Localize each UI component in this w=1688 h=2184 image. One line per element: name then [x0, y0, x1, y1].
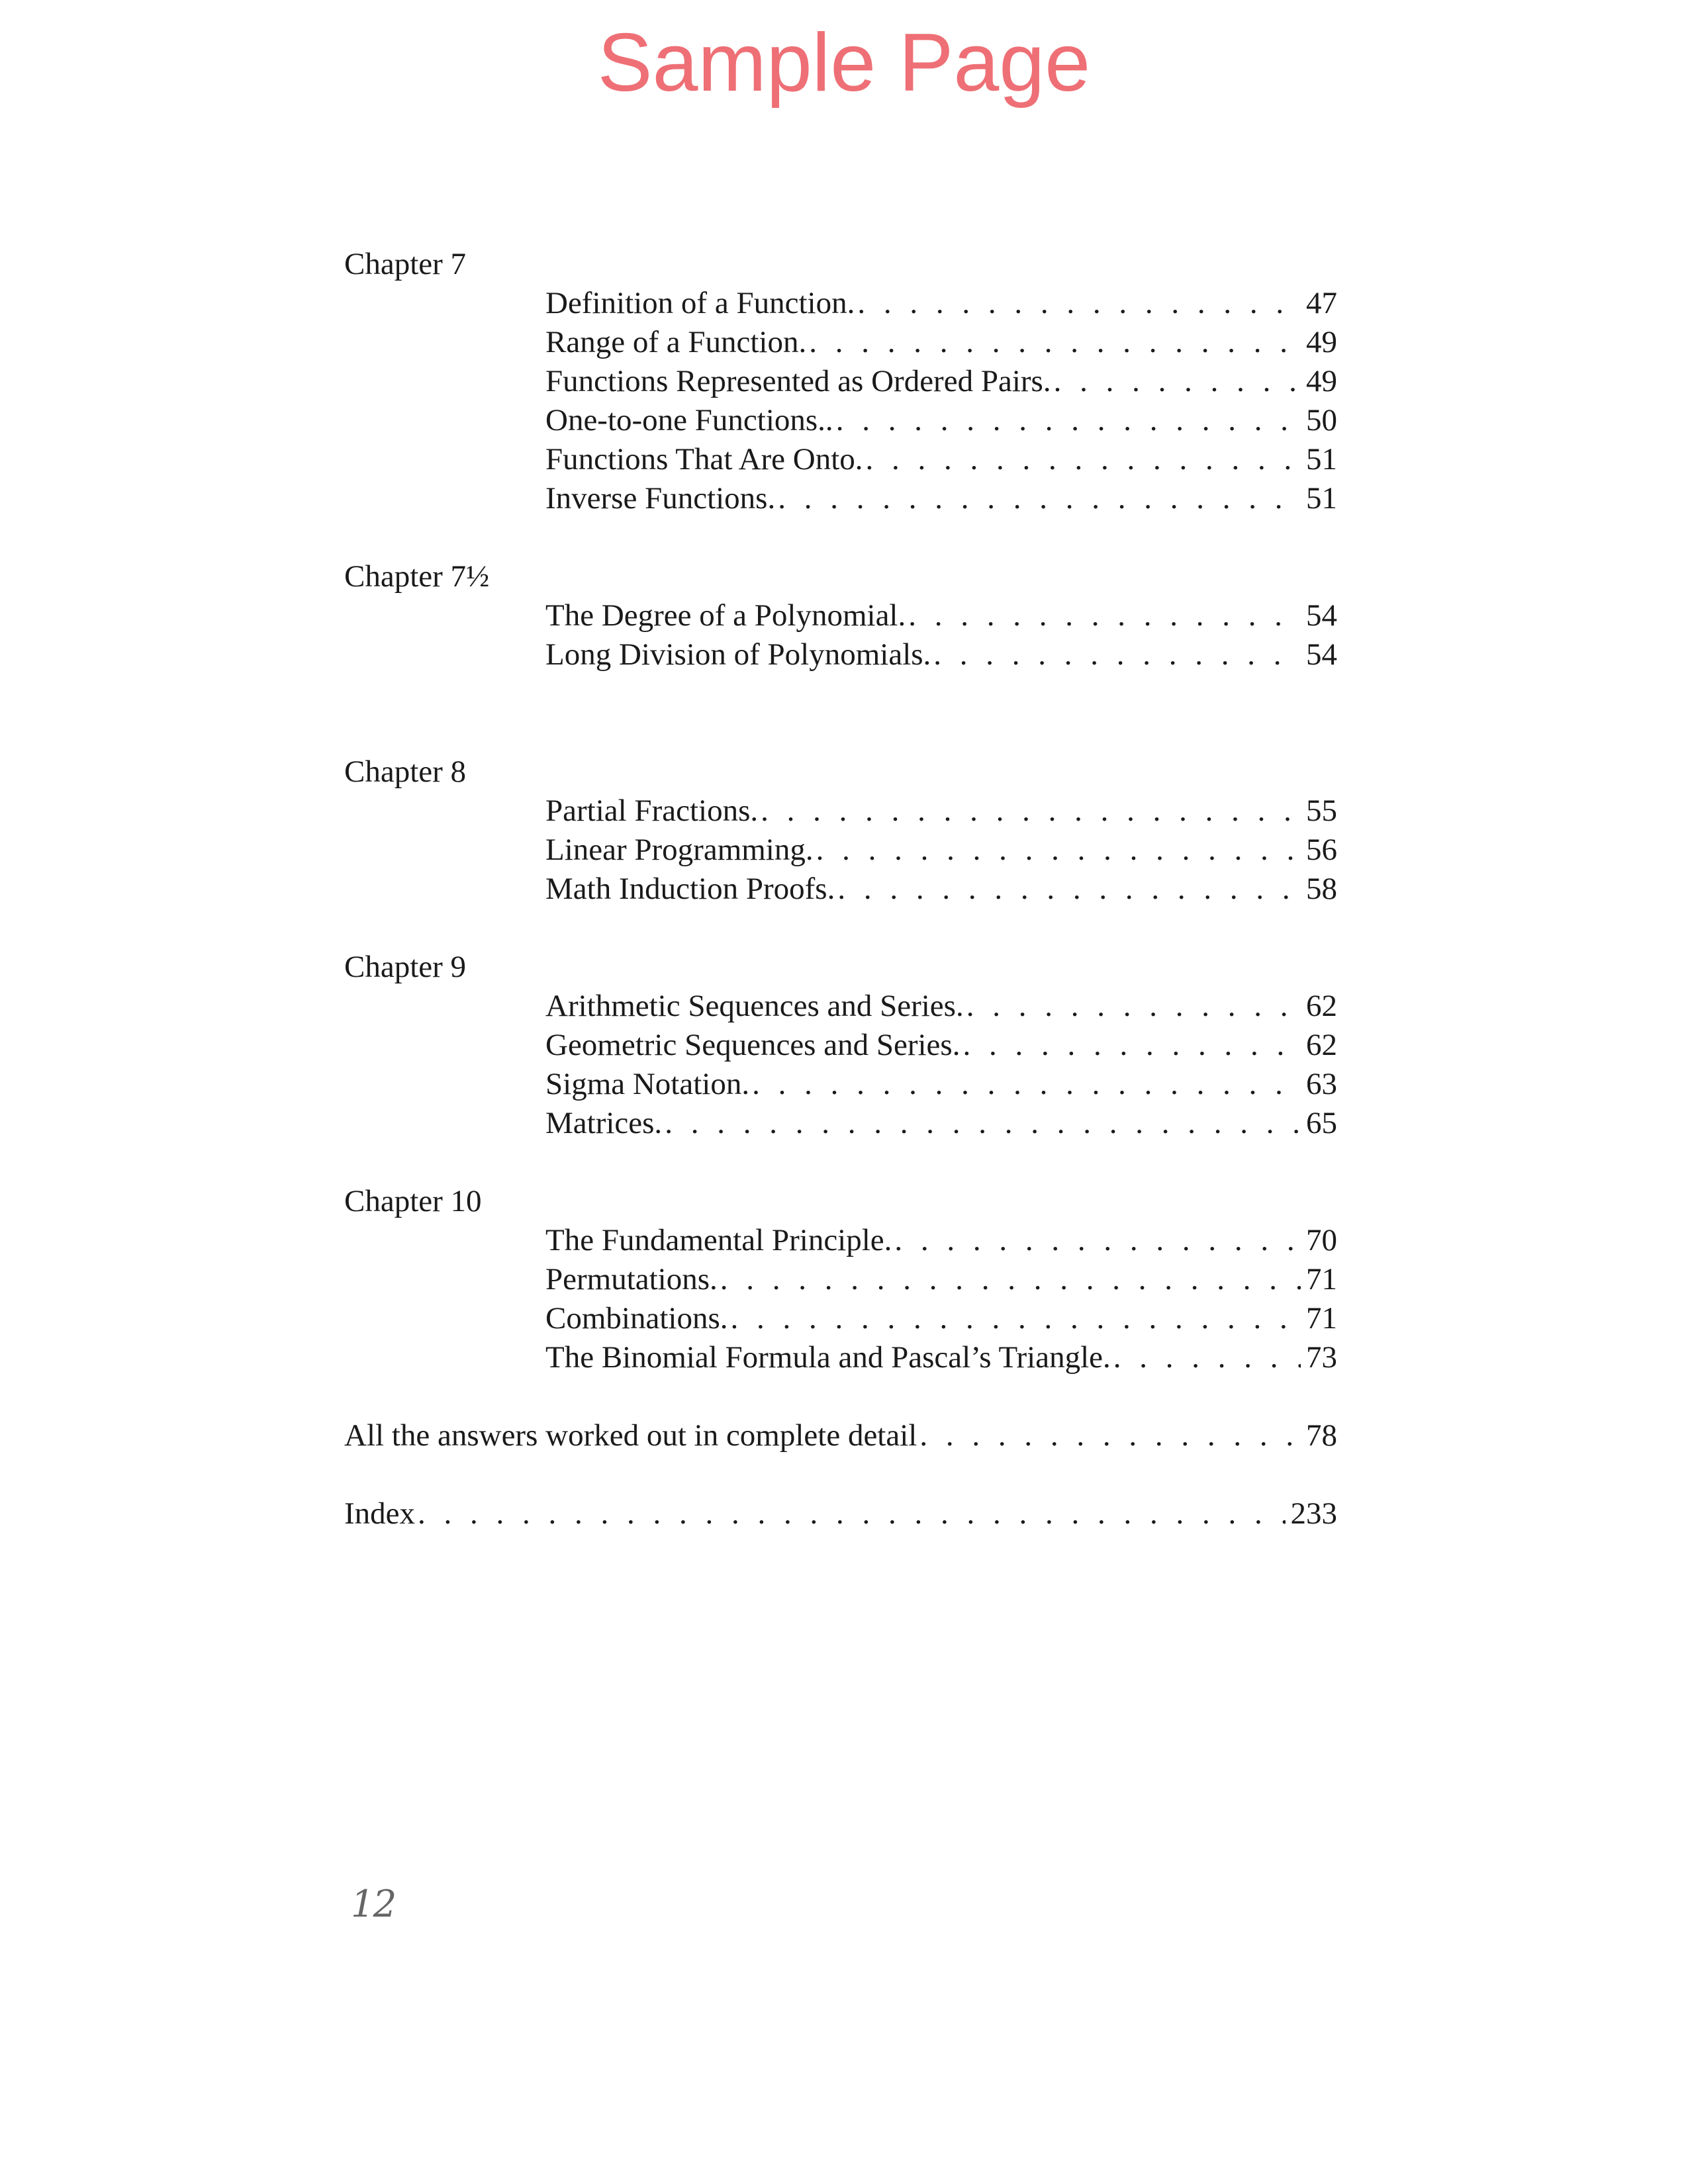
toc-entry [545, 987, 1337, 1026]
dot-leader [855, 284, 1301, 323]
dot-leader [749, 1065, 1301, 1104]
toc-entry-page: 49 [1306, 364, 1337, 398]
toc-entry-page: 233 [1290, 1496, 1337, 1531]
toc-entry-page: 49 [1306, 325, 1337, 359]
toc-entry-answers [344, 1416, 1337, 1455]
toc-entry-title: One-to-one Functions.. [545, 403, 833, 437]
toc-entry-title: Math Induction Proofs. [545, 872, 835, 906]
spacer [344, 1377, 1337, 1416]
toc-entry [545, 1026, 1337, 1065]
toc-entry-page: 63 [1306, 1067, 1337, 1101]
toc-entry [545, 1299, 1337, 1338]
dot-leader [806, 323, 1301, 362]
toc-entry-page: 62 [1306, 989, 1337, 1023]
toc-entry-title: Range of a Function. [545, 325, 807, 359]
toc-entry-page: 62 [1306, 1028, 1337, 1062]
toc-entry-page: 51 [1306, 442, 1337, 477]
dot-leader [775, 479, 1301, 518]
dot-leader [727, 1299, 1301, 1338]
toc-entry-page: 55 [1306, 794, 1337, 828]
toc-entry-page: 70 [1306, 1223, 1337, 1257]
dot-leader [906, 596, 1301, 635]
toc-entry [545, 479, 1337, 518]
chapter-heading: Chapter 9 [344, 950, 467, 984]
dot-leader [814, 831, 1301, 870]
dot-leader [718, 1260, 1301, 1299]
toc-entry [545, 1260, 1337, 1299]
toc-entry-title: Long Division of Polynomials. [545, 637, 931, 672]
dot-leader [892, 1221, 1301, 1260]
chapter-heading: Chapter 8 [344, 754, 467, 789]
toc-entry-page: 71 [1306, 1262, 1337, 1297]
toc-entry [545, 284, 1337, 323]
toc-entry-title: The Fundamental Principle. [545, 1223, 892, 1257]
toc-entry [545, 1338, 1337, 1377]
chapter-heading: Chapter 7½ [344, 559, 490, 594]
chapter-heading: Chapter 7 [344, 247, 467, 281]
toc-entry-page: 54 [1306, 637, 1337, 672]
dot-leader [863, 440, 1301, 479]
dot-leader [1051, 362, 1301, 401]
toc-entry-title: Partial Fractions. [545, 794, 759, 828]
spacer [344, 518, 1337, 557]
spacer [344, 1143, 1337, 1182]
toc-entry-page: 51 [1306, 481, 1337, 516]
toc-entry-title: The Degree of a Polynomial. [545, 598, 906, 633]
toc-entry [545, 870, 1337, 909]
toc-entry [545, 831, 1337, 870]
toc-entry-page: 56 [1306, 833, 1337, 867]
toc-entry [545, 1104, 1337, 1143]
toc-entry [545, 323, 1337, 362]
toc-entry-title: Inverse Functions. [545, 481, 776, 516]
dot-leader [931, 635, 1301, 674]
toc-entry [545, 1065, 1337, 1104]
dot-leader [758, 792, 1301, 831]
dot-leader [1111, 1338, 1301, 1377]
toc-entry-title: Linear Programming. [545, 833, 814, 867]
toc-entry [545, 401, 1337, 440]
spacer [344, 1455, 1337, 1494]
dot-leader [662, 1104, 1301, 1143]
toc-entry-page: 50 [1306, 403, 1337, 437]
chapter-heading: Chapter 10 [344, 1184, 482, 1218]
toc-entry-page: 54 [1306, 598, 1337, 633]
toc-entry-title: Definition of a Function. [545, 286, 855, 320]
toc-entry-page: 58 [1306, 872, 1337, 906]
toc-entry [545, 635, 1337, 674]
toc-entry-page: 71 [1306, 1301, 1337, 1336]
toc-entry [545, 362, 1337, 401]
toc-entry-title: Sigma Notation. [545, 1067, 750, 1101]
toc-entry-title: The Binomial Formula and Pascal’s Triangle. [545, 1340, 1111, 1375]
toc-entry-title: Functions Represented as Ordered Pairs. [545, 364, 1051, 398]
toc-entry [545, 792, 1337, 831]
toc-entry-title: Arithmetic Sequences and Series. [545, 989, 964, 1023]
dot-leader [917, 1416, 1301, 1455]
toc-entry-title: Geometric Sequences and Series. [545, 1028, 961, 1062]
toc-entry [545, 440, 1337, 479]
toc-entry [545, 596, 1337, 635]
dot-leader [833, 401, 1301, 440]
toc-entry-title: All the answers worked out in complete detail [344, 1418, 917, 1453]
toc-entry-index [344, 1494, 1337, 1533]
dot-leader [964, 987, 1301, 1026]
page-number: 12 [351, 1883, 396, 1926]
toc-entry-page: 78 [1306, 1418, 1337, 1453]
toc-entry-page: 65 [1306, 1106, 1337, 1140]
toc-entry [545, 1221, 1337, 1260]
dot-leader [415, 1494, 1285, 1533]
spacer [344, 674, 1337, 752]
toc-entry-title: Permutations. [545, 1262, 718, 1297]
toc-entry-title: Functions That Are Onto. [545, 442, 863, 477]
dot-leader [835, 870, 1301, 909]
toc-entry-title: Matrices. [545, 1106, 663, 1140]
table-of-contents [344, 245, 1337, 1533]
sample-page-watermark: Sample Page [597, 17, 1091, 109]
dot-leader [960, 1026, 1301, 1065]
toc-entry-page: 47 [1306, 286, 1337, 320]
toc-entry-page: 73 [1306, 1340, 1337, 1375]
toc-entry-title: Combinations. [545, 1301, 728, 1336]
toc-entry-title: Index [344, 1496, 416, 1531]
spacer [344, 909, 1337, 948]
